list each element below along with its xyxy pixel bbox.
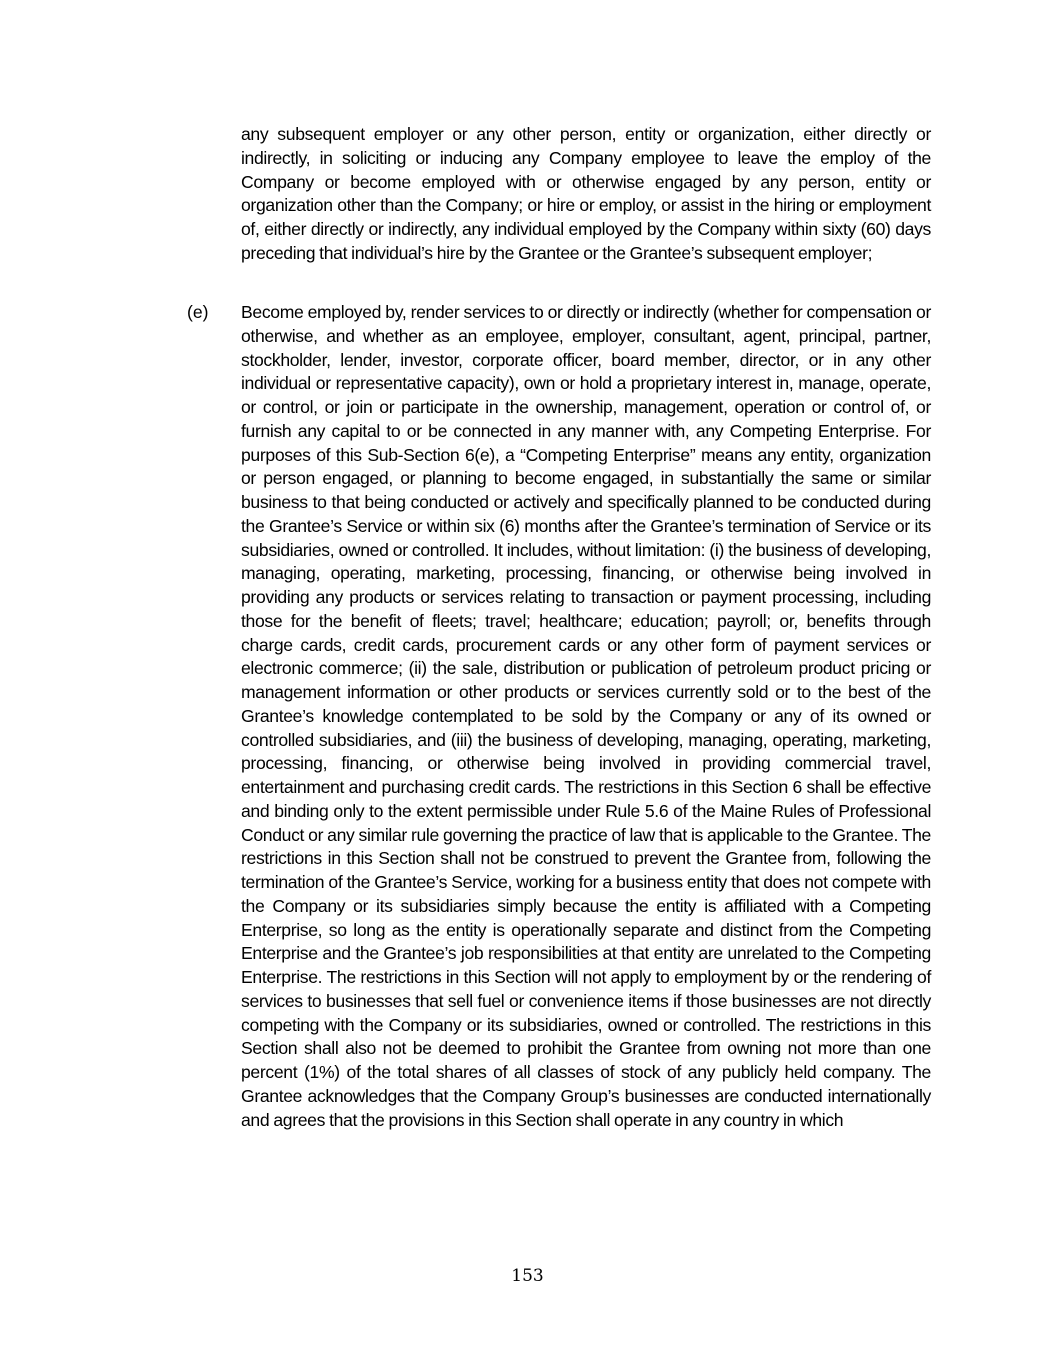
item-e-paragraph: Become employed by, render services to or directly or indirectly (whether for compensation or otherwise, and whether as an employee, employer, consultant, agent, principal, partner, stockholder, lender, investor, corporate officer, board member, director, or in any other individual or representative capacity), own or hold a proprietary interest in, manage, operate, or control, or join or participate in the ownership, management, operation or control of, or furnish any capital to or be connected in any manner with, any Competing Enterprise. For purposes of this Sub-Section 6(e), a “Competing Enterprise” means any entity, organization or person engaged, or planning to become engaged, in substantially the same or similar business to that being conducted or actively and specifically planned to be conducted during the Grantee’s Service or within six (6) months after the Grantee’s termination of Service or its subsidiaries, owned or controlled. It includes, without limitation: (i) the business of developing, managing, operating, marketing, processing, financing, or otherwise being involved in providing any products or services relating to transaction or payment processing, including those for the benefit of fleets; travel; healthcare; education; payroll; or, benefits through charge cards, credit cards, procurement cards or any other form of payment services or electronic commerce; (ii) the sale, distribution or publication of petroleum product pricing or management information or other products or services currently sold or to the best of the Grantee’s knowledge contemplated to be sold by the Company or any of its owned or controlled subsidiaries, and (iii) the business of developing, managing, operating, marketing, processing, financing, or otherwise being involved in providing commercial travel, entertainment and purchasing credit cards. The restrictions in this Section 6 shall be effective and binding only to the extent permissible under Rule 5.6 of the Maine Rules of Professional Conduct or any similar rule governing the practice of law that is applicable to the Grantee. The restrictions in this Section shall not be construed to prevent the Grantee from, following the termination of the Grantee’s Service, working for a business entity that does not compete with the Company or its subsidiaries simply because the entity is affiliated with a Competing Enterprise, so long as the entity is operationally separate and distinct from the Competing Enterprise and the Grantee’s job responsibilities at that entity are unrelated to the Competing Enterprise. The restrictions in this Section will not apply to employment by or the rendering of services to businesses that sell fuel or convenience items if those businesses are not directly competing with the Company or its subsidiaries, owned or controlled. The restrictions in this Section shall also not be deemed to prohibit the Grantee from owning not more than one percent (1%) of the total shares of all classes of stock of any publicly held company. The Grantee acknowledges that the Company Group’s businesses are conducted internationally and agrees that the provisions in this Section shall operate in any country in which <box>241 302 931 1130</box>
item-e-label: (e) <box>187 302 209 322</box>
page-number: 153 <box>511 1266 544 1286</box>
continuation-paragraph: any subsequent employer or any other person, entity or organization, either directly or indirectly, in soliciting or inducing any Company employee to leave the employ of the Company or become employed with or otherwise engaged by any person, entity or organization other than the Company; or hire or employ, or assist in the hiring or employment of, either directly or indirectly, any individual employed by the Company within sixty (60) days preceding that individual’s hire by the Grantee or the Grantee’s subsequent employer; <box>241 124 931 263</box>
